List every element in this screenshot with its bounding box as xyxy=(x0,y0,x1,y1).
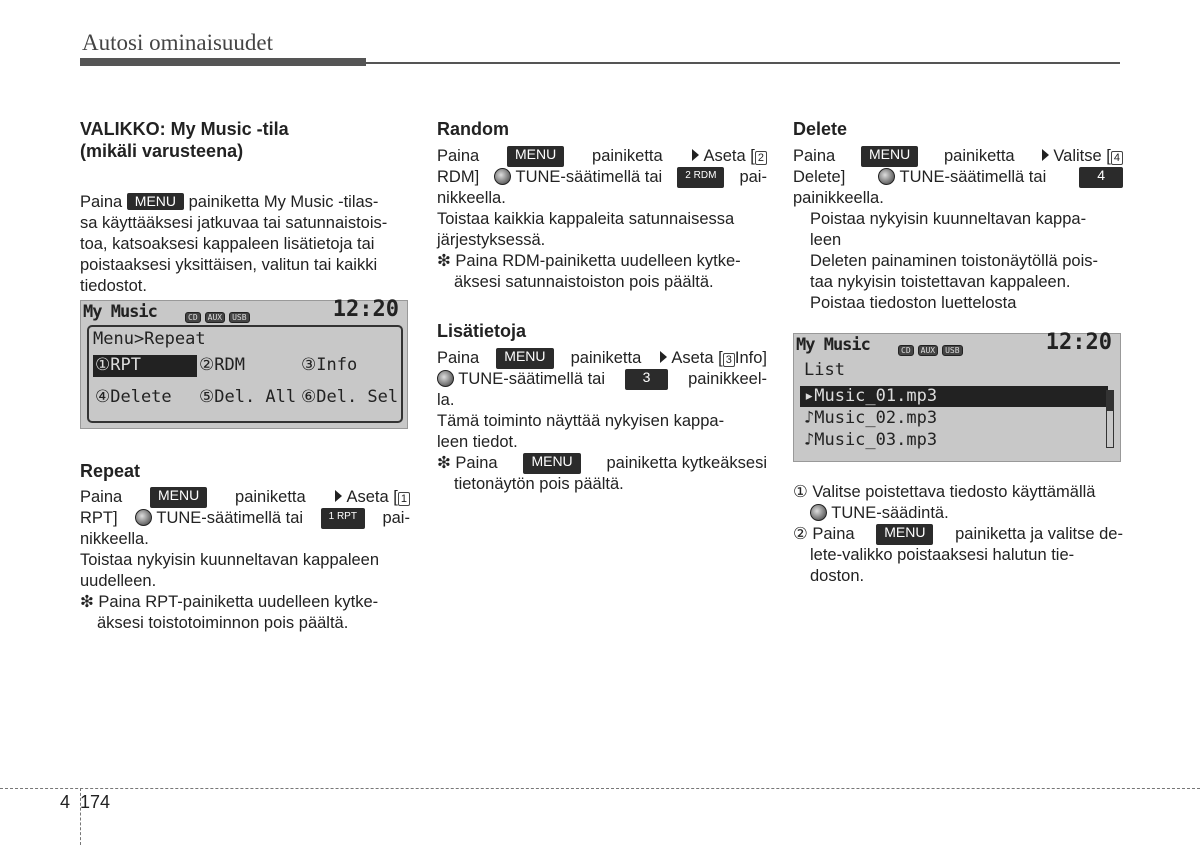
menu-button: MENU xyxy=(861,146,918,167)
lcd-list-title: List xyxy=(804,360,845,380)
menu-button: MENU xyxy=(496,348,553,369)
arrow-right-icon xyxy=(692,149,699,161)
text: Paina xyxy=(80,193,123,211)
list-item: taa nykyisin toistettavan kappaleen. xyxy=(810,273,1071,291)
step-text: doston. xyxy=(810,567,865,585)
text: nikkeella. xyxy=(437,189,506,207)
page-number xyxy=(60,792,110,813)
tune-knob-icon xyxy=(810,504,827,521)
repeat-heading: Repeat xyxy=(80,461,141,481)
text: Aseta [ xyxy=(671,349,723,367)
header-bar xyxy=(80,58,366,66)
text: Paina xyxy=(437,147,480,165)
step-text: TUNE-säädintä. xyxy=(831,504,949,522)
text: Valitse [ xyxy=(1053,147,1111,165)
text: painiketta xyxy=(943,147,1015,165)
lcd-item-rdm: ②RDM xyxy=(199,355,245,375)
button-4: 4 xyxy=(1079,167,1123,188)
text: TUNE-säätimellä tai xyxy=(458,370,606,388)
section-heading: VALIKKO: My Music -tila xyxy=(80,119,289,139)
text: RPT] xyxy=(80,509,118,527)
text: Info] xyxy=(734,349,767,367)
info-heading: Lisätietoja xyxy=(437,321,527,341)
menu-button: MENU xyxy=(507,146,564,167)
lcd-mode-label: My Music xyxy=(83,302,157,322)
step-text: lete-valikko poistaaksesi halutun tie- xyxy=(810,546,1075,564)
step-text: ① Valitse poistettava tiedosto käyttämällä xyxy=(793,483,1096,501)
text: painikkeella. xyxy=(793,189,884,207)
note-text: ❇ Paina xyxy=(437,454,498,472)
cd-tag: CD xyxy=(898,345,914,356)
intro-line: sa käyttääksesi jatkuvaa tai satunnaistois- xyxy=(80,214,388,232)
rpt-button: 1 RPT xyxy=(321,508,365,529)
text: Toistaa nykyisin kuunneltavan kappaleen xyxy=(80,551,380,569)
intro-line: toa, katsoaksesi kappaleen lisätietoja tai xyxy=(80,235,375,253)
arrow-right-icon xyxy=(335,490,342,502)
number-2-icon: 2 xyxy=(755,151,767,165)
note-text: äksesi toistotoiminnon pois päältä. xyxy=(97,614,349,632)
text: painiketta xyxy=(235,488,306,506)
text: leen tiedot. xyxy=(437,433,518,451)
page-header-title: Autosi ominaisuudet xyxy=(82,30,274,55)
lcd-item-del-sel: ⑥Del. Sel xyxy=(301,387,399,407)
note-text: ❇ Paina RDM-painiketta uudelleen kytke- xyxy=(437,252,741,270)
text: painiketta xyxy=(592,147,663,165)
button-3: 3 xyxy=(625,369,669,390)
note-text: ❇ Paina RPT-painiketta uudelleen kytke- xyxy=(80,593,379,611)
lcd-file: ♪Music_03.mp3 xyxy=(804,430,938,450)
text: TUNE-säätimellä tai xyxy=(515,168,663,186)
text: RDM] xyxy=(437,168,480,186)
lcd-item-rpt: ①RPT xyxy=(93,355,197,377)
lcd-clock: 12:20 xyxy=(1045,330,1112,355)
lcd-file: ♪Music_02.mp3 xyxy=(804,408,938,428)
text: uudelleen. xyxy=(80,572,157,590)
tune-knob-icon xyxy=(437,370,454,387)
text: TUNE-säätimellä tai xyxy=(156,509,304,527)
number-4-icon: 4 xyxy=(1111,151,1123,165)
rdm-button: 2 RDM xyxy=(677,167,724,188)
lcd-scrollbar xyxy=(1106,390,1114,448)
aux-tag: AUX xyxy=(918,345,938,356)
lcd-mode-label: My Music xyxy=(796,335,870,355)
usb-tag: USB xyxy=(942,345,962,356)
chapter-number: 4 xyxy=(60,792,71,812)
cd-tag: CD xyxy=(185,312,201,323)
lcd-source-tags xyxy=(898,340,967,361)
lcd-item-info: ③Info xyxy=(301,355,358,375)
random-heading: Random xyxy=(437,119,509,139)
text: painiketta My Music -tilas- xyxy=(188,193,379,211)
list-lcd-screen xyxy=(793,330,1121,462)
text: nikkeella. xyxy=(80,530,149,548)
number-3-icon: 3 xyxy=(723,353,735,367)
arrow-right-icon xyxy=(1042,149,1049,161)
text: la. xyxy=(437,391,455,409)
menu-lcd-screen xyxy=(80,297,408,429)
header-rule xyxy=(366,62,1120,64)
lcd-item-delete: ④Delete xyxy=(95,387,172,407)
lcd-menu-path: Menu>Repeat xyxy=(93,329,206,349)
text: painiketta xyxy=(570,349,642,367)
tune-knob-icon xyxy=(878,168,895,185)
aux-tag: AUX xyxy=(205,312,225,323)
list-item: Deleten painaminen toistonäytöllä pois- xyxy=(810,252,1099,270)
delete-heading: Delete xyxy=(793,119,848,139)
text: Paina xyxy=(437,349,480,367)
note-text: äksesi satunnaistoiston pois päältä. xyxy=(454,273,714,291)
usb-tag: USB xyxy=(229,312,249,323)
intro-line: poistaaksesi yksittäisen, valitun tai kaikki xyxy=(80,256,378,274)
step-text: painiketta ja valitse de- xyxy=(955,525,1123,543)
lcd-item-del-all: ⑤Del. All xyxy=(199,387,297,407)
arrow-right-icon xyxy=(660,351,667,363)
list-item: leen xyxy=(810,231,842,249)
list-item: Poistaa nykyisin kuunneltavan kappa- xyxy=(810,210,1087,228)
note-text: painiketta kytkeäksesi xyxy=(606,454,767,472)
text: Paina xyxy=(80,488,123,506)
section-subheading: (mikäli varusteena) xyxy=(80,141,244,161)
lcd-file-selected: ▸Music_01.mp3 xyxy=(800,386,1108,407)
menu-button: MENU xyxy=(127,193,184,210)
note-text: tietonäytön pois päältä. xyxy=(454,475,624,493)
list-item: Poistaa tiedoston luettelosta xyxy=(810,294,1017,312)
text: Toistaa kaikkia kappaleita satunnaisessa xyxy=(437,210,735,228)
text: painikkeel- xyxy=(688,370,767,388)
tune-knob-icon xyxy=(135,509,152,526)
text: Tämä toiminto näyttää nykyisen kappa- xyxy=(437,412,725,430)
lcd-clock: 12:20 xyxy=(332,297,399,322)
text: Paina xyxy=(793,147,836,165)
footer-rule xyxy=(0,788,1200,789)
text: Aseta [ xyxy=(346,488,398,506)
number-1-icon: 1 xyxy=(398,492,410,506)
page-number-value: 174 xyxy=(80,792,111,812)
text: Aseta [ xyxy=(703,147,755,165)
text: pai- xyxy=(382,509,410,527)
intro-line: tiedostot. xyxy=(80,277,147,295)
text: järjestyksessä. xyxy=(437,231,546,249)
menu-button: MENU xyxy=(150,487,207,508)
menu-button: MENU xyxy=(876,524,933,545)
text: pai- xyxy=(739,168,767,186)
text: Delete] xyxy=(793,168,846,186)
step-text: ② Paina xyxy=(793,525,855,543)
tune-knob-icon xyxy=(494,168,511,185)
menu-button: MENU xyxy=(523,453,580,474)
text: TUNE-säätimellä tai xyxy=(899,168,1047,186)
